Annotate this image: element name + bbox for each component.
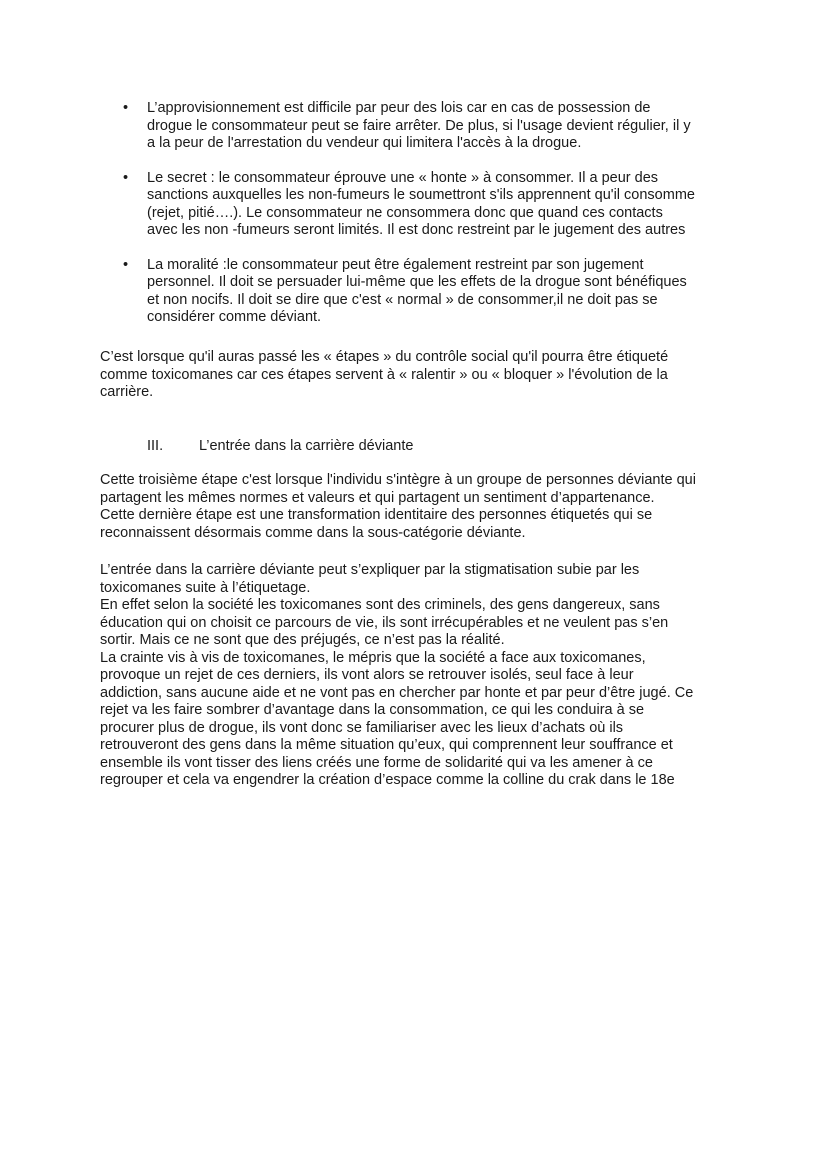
text-line: Le secret : le consommateur éprouve une « honte » à consommer. Il a peur des — [147, 169, 659, 186]
bullet-list — [100, 100, 740, 344]
bullet-text — [147, 100, 740, 153]
text-line: drogue le consommateur peut se faire arrêter. De plus, si l'usage devient régulier, il y — [147, 117, 691, 134]
text-line: partagent les mêmes normes et valeurs et qui partagent un sentiment d’appartenance. — [100, 489, 655, 506]
text-line: toxicomanes suite à l’étiquetage. — [100, 579, 311, 596]
text-line: rejet va les faire sombrer d’avantage dans la consommation, ce qui les conduira à se — [100, 702, 645, 718]
paragraph-stigmatisation — [100, 562, 740, 790]
text-line: Cette troisième étape c'est lorsque l'individu s'intègre à un groupe de personnes déviante qui — [100, 472, 696, 488]
text-line: et non nocifs. Il doit se dire que c'est « normal » de consommer,il ne doit pas se — [147, 291, 658, 308]
text-line: Cette dernière étape est une transformation identitaire des personnes étiquetés qui se — [100, 507, 653, 523]
bullet-dot-icon: • — [123, 169, 129, 186]
text-line: considérer comme déviant. — [147, 309, 322, 325]
text-line: En effet selon la société les toxicomanes sont des criminels, des gens dangereux, sans — [100, 597, 660, 613]
text-line: addiction, sans aucune aide et ne vont pas en chercher par honte et par peur d’être jugé. Ce — [100, 684, 694, 701]
text-line: regrouper et cela va engendrer la création d’espace comme la colline du crak dans le 18e — [100, 772, 675, 788]
paragraph-troisieme-etape — [100, 472, 740, 542]
text-line: (rejet, pitié….). Le consommateur ne consommera donc que quand ces contacts — [147, 204, 663, 221]
section-title: L’entrée dans la carrière déviante — [199, 438, 414, 454]
text-line: avec les non -fumeurs seront limités. Il est donc restreint par le jugement des autres — [147, 222, 686, 238]
bullet-dot-icon: • — [123, 256, 129, 273]
bullet-approvisionnement — [100, 100, 740, 153]
text-line: retrouveront des gens dans la même situation qu’eux, qui comprennent leur souffrance et — [100, 737, 673, 753]
paragraph-etapes — [100, 349, 740, 402]
bullet-text — [147, 257, 740, 327]
section-number: III. — [147, 438, 164, 454]
text-line: reconnaissent désormais comme dans la sous-catégorie déviante. — [100, 524, 526, 541]
bullet-dot-icon: • — [123, 100, 129, 116]
text-line: L’entrée dans la carrière déviante peut s’expliquer par la stigmatisation subie par les — [100, 562, 640, 578]
bullet-secret — [100, 170, 740, 240]
bullet-moralite — [100, 257, 740, 327]
text-line: ensemble ils vont tisser des liens créés une forme de solidarité qui va les amener à ce — [100, 754, 653, 771]
text-line: comme toxicomanes car ces étapes servent à « ralentir » ou « bloquer » l'évolution de la — [100, 366, 668, 383]
text-line: sortir. Mais ce ne sont que des préjugés, ce n’est pas la réalité. — [100, 632, 505, 648]
section-heading — [147, 437, 413, 456]
text-line: éducation qui on choisit ce parcours de vie, ils sont irrécupérables et ne veulent pas s’en — [100, 614, 669, 631]
text-line: a la peur de l'arrestation du vendeur qui limitera l'accès à la drogue. — [147, 135, 582, 151]
text-line: L’approvisionnement est difficile par peur des lois car en cas de possession de — [147, 100, 651, 116]
text-line: sanctions auxquelles les non-fumeurs le soumettront s'ils apprennent qu'il consomme — [147, 187, 695, 203]
text-line: procurer plus de drogue, ils vont donc se familiariser avec les lieux d’achats où ils — [100, 719, 624, 736]
text-line: La moralité :le consommateur peut être également restreint par son jugement — [147, 256, 644, 273]
text-line: La crainte vis à vis de toxicomanes, le mépris que la société a face aux toxicomanes, — [100, 649, 646, 666]
text-line: carrière. — [100, 384, 154, 400]
text-line: personnel. Il doit se persuader lui-même que les effets de la drogue sont bénéfiques — [147, 274, 687, 290]
bullet-text — [147, 170, 740, 240]
text-line: provoque un rejet de ces derniers, ils vont alors se retrouver isolés, seul face à leur — [100, 667, 634, 683]
text-line: C’est lorsque qu'il auras passé les « étapes » du contrôle social qu'il pourra être étiqueté — [100, 349, 669, 365]
